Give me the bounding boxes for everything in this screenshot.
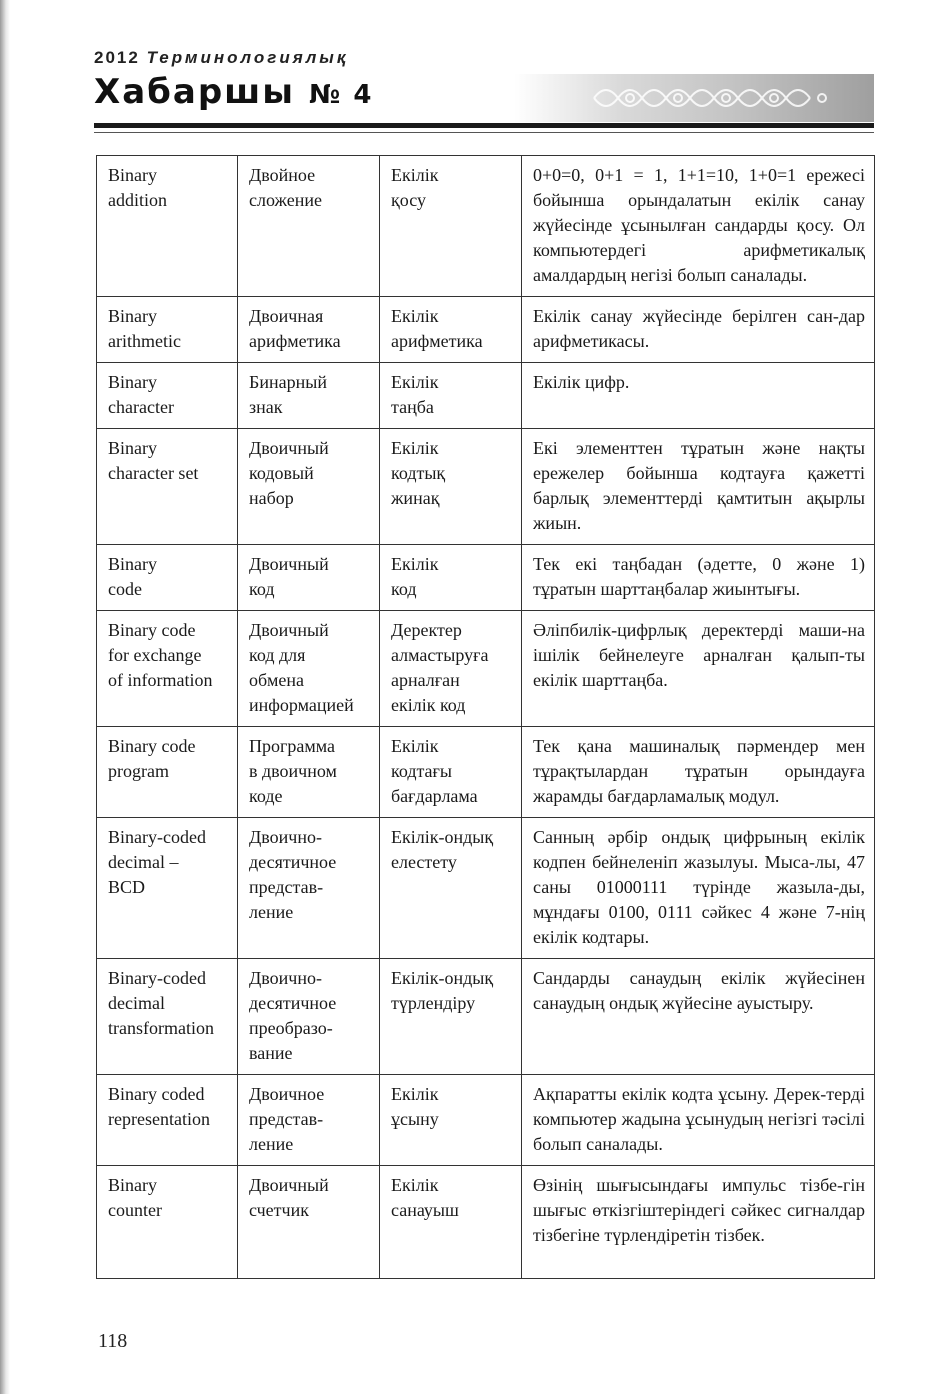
term-english: Binary character set bbox=[97, 429, 238, 545]
term-definition: Сандарды санаудың екілік жүйесінен санаудың ондық жүйесіне ауыстыру. bbox=[522, 959, 875, 1075]
term-russian: Двоичный код bbox=[238, 545, 380, 611]
term-definition: Әліпбилік-цифрлық деректерді маши-на ішілік бейнелеуге арналған қалып-ты екілік шарттаңба. bbox=[522, 611, 875, 727]
term-definition: Тек екі таңбадан (әдетте, 0 және 1) тұратын шарттаңбалар жиынтығы. bbox=[522, 545, 875, 611]
table-row bbox=[97, 818, 875, 959]
header-ornament-band bbox=[514, 74, 874, 122]
header-rule-thin bbox=[94, 132, 874, 133]
header-line-1 bbox=[94, 48, 348, 68]
term-kazakh: Екілік арифметика bbox=[380, 297, 522, 363]
term-kazakh: Екілік кодтағы бағдарлама bbox=[380, 727, 522, 818]
term-english: Binary arithmetic bbox=[97, 297, 238, 363]
header-rule-thick bbox=[94, 123, 874, 128]
term-definition: Санның әрбір ондық цифрының екілік кодпен бейнеленіп жазылуы. Мыса-лы, 47 саны 01000111 түрінде жазыла-ды, мұндағы 0100, 0111 сәйкес 4 және 7-нің екілік кодтары. bbox=[522, 818, 875, 959]
table-row bbox=[97, 611, 875, 727]
table-row bbox=[97, 297, 875, 363]
term-english: Binary-coded decimal transformation bbox=[97, 959, 238, 1075]
term-russian: Двоичная арифметика bbox=[238, 297, 380, 363]
term-russian: Двоичное представ- ление bbox=[238, 1075, 380, 1166]
term-english: Binary-coded decimal – BCD bbox=[97, 818, 238, 959]
table-row bbox=[97, 727, 875, 818]
page-edge-shadow bbox=[0, 0, 10, 1394]
term-definition: Екілік цифр. bbox=[522, 363, 875, 429]
term-definition: Ақпаратты екілік кодта ұсыну. Дерек-терді компьютер жадына ұсынудың негізгі тәсілі болып саналады. bbox=[522, 1075, 875, 1166]
term-english: Binary coded representation bbox=[97, 1075, 238, 1166]
page-number: 118 bbox=[98, 1330, 128, 1352]
term-english: Binary code bbox=[97, 545, 238, 611]
term-russian: Двоично- десятичное преобразо- вание bbox=[238, 959, 380, 1075]
running-header bbox=[94, 48, 874, 133]
term-english: Binary code for exchange of information bbox=[97, 611, 238, 727]
table-row bbox=[97, 156, 875, 297]
term-kazakh: Екілік таңба bbox=[380, 363, 522, 429]
term-russian: Двоичный кодовый набор bbox=[238, 429, 380, 545]
term-kazakh: Екілік кодтық жинақ bbox=[380, 429, 522, 545]
term-english: Binary addition bbox=[97, 156, 238, 297]
term-definition: Екілік санау жүйесінде берілген сан-дар арифметикасы. bbox=[522, 297, 875, 363]
glossary-table bbox=[96, 155, 875, 1279]
term-kazakh: Екілік-ондық елестету bbox=[380, 818, 522, 959]
term-russian: Бинарный знак bbox=[238, 363, 380, 429]
table-row bbox=[97, 1166, 875, 1279]
table-row bbox=[97, 1075, 875, 1166]
header-journal-main: Хабаршы bbox=[94, 72, 296, 112]
table-row bbox=[97, 363, 875, 429]
table-row bbox=[97, 429, 875, 545]
term-definition: 0+0=0, 0+1 = 1, 1+1=10, 1+0=1 ережесі бойынша орындалатын екілік санау жүйесінде ұсынылған сандарды қосу. Ол компьютердегі арифметикалық амалдардың негізі болып саналады. bbox=[522, 156, 875, 297]
term-english: Binary code program bbox=[97, 727, 238, 818]
term-russian: Двоичный код для обмена информацией bbox=[238, 611, 380, 727]
term-russian: Программа в двоичном коде bbox=[238, 727, 380, 818]
term-russian: Двоично- десятичное представ- ление bbox=[238, 818, 380, 959]
term-definition: Тек қана машиналық пәрмендер мен тұрақтылардан тұратын орындауға жарамды бағдарламалық модул. bbox=[522, 727, 875, 818]
header-journal-top: Терминологиялық bbox=[146, 48, 349, 67]
header-year: 2012 bbox=[94, 48, 140, 67]
table-row bbox=[97, 959, 875, 1075]
term-kazakh: Екілік санауыш bbox=[380, 1166, 522, 1279]
term-russian: Двоичный счетчик bbox=[238, 1166, 380, 1279]
term-kazakh: Екілік-ондық түрлендіру bbox=[380, 959, 522, 1075]
ornament-pattern bbox=[514, 74, 874, 122]
header-issue: № 4 bbox=[309, 80, 374, 110]
term-english: Binary counter bbox=[97, 1166, 238, 1279]
term-kazakh: Екілік қосу bbox=[380, 156, 522, 297]
term-definition: Екі элементтен тұратын және нақты ережелер бойынша кодтауға қажетті барлық элементтерді қамтитын ақырлы жиын. bbox=[522, 429, 875, 545]
term-definition: Өзінің шығысындағы импульс тізбе-гін шығыс өткізгіштеріндегі сәйкес сигналдар тізбегіне түрлендіретін тізбек. bbox=[522, 1166, 875, 1279]
term-kazakh: Екілік код bbox=[380, 545, 522, 611]
term-russian: Двойное сложение bbox=[238, 156, 380, 297]
header-line-2 bbox=[94, 72, 373, 112]
table-row bbox=[97, 545, 875, 611]
term-kazakh: Екілік ұсыну bbox=[380, 1075, 522, 1166]
term-kazakh: Деректер алмастыруға арналған екілік код bbox=[380, 611, 522, 727]
term-english: Binary character bbox=[97, 363, 238, 429]
